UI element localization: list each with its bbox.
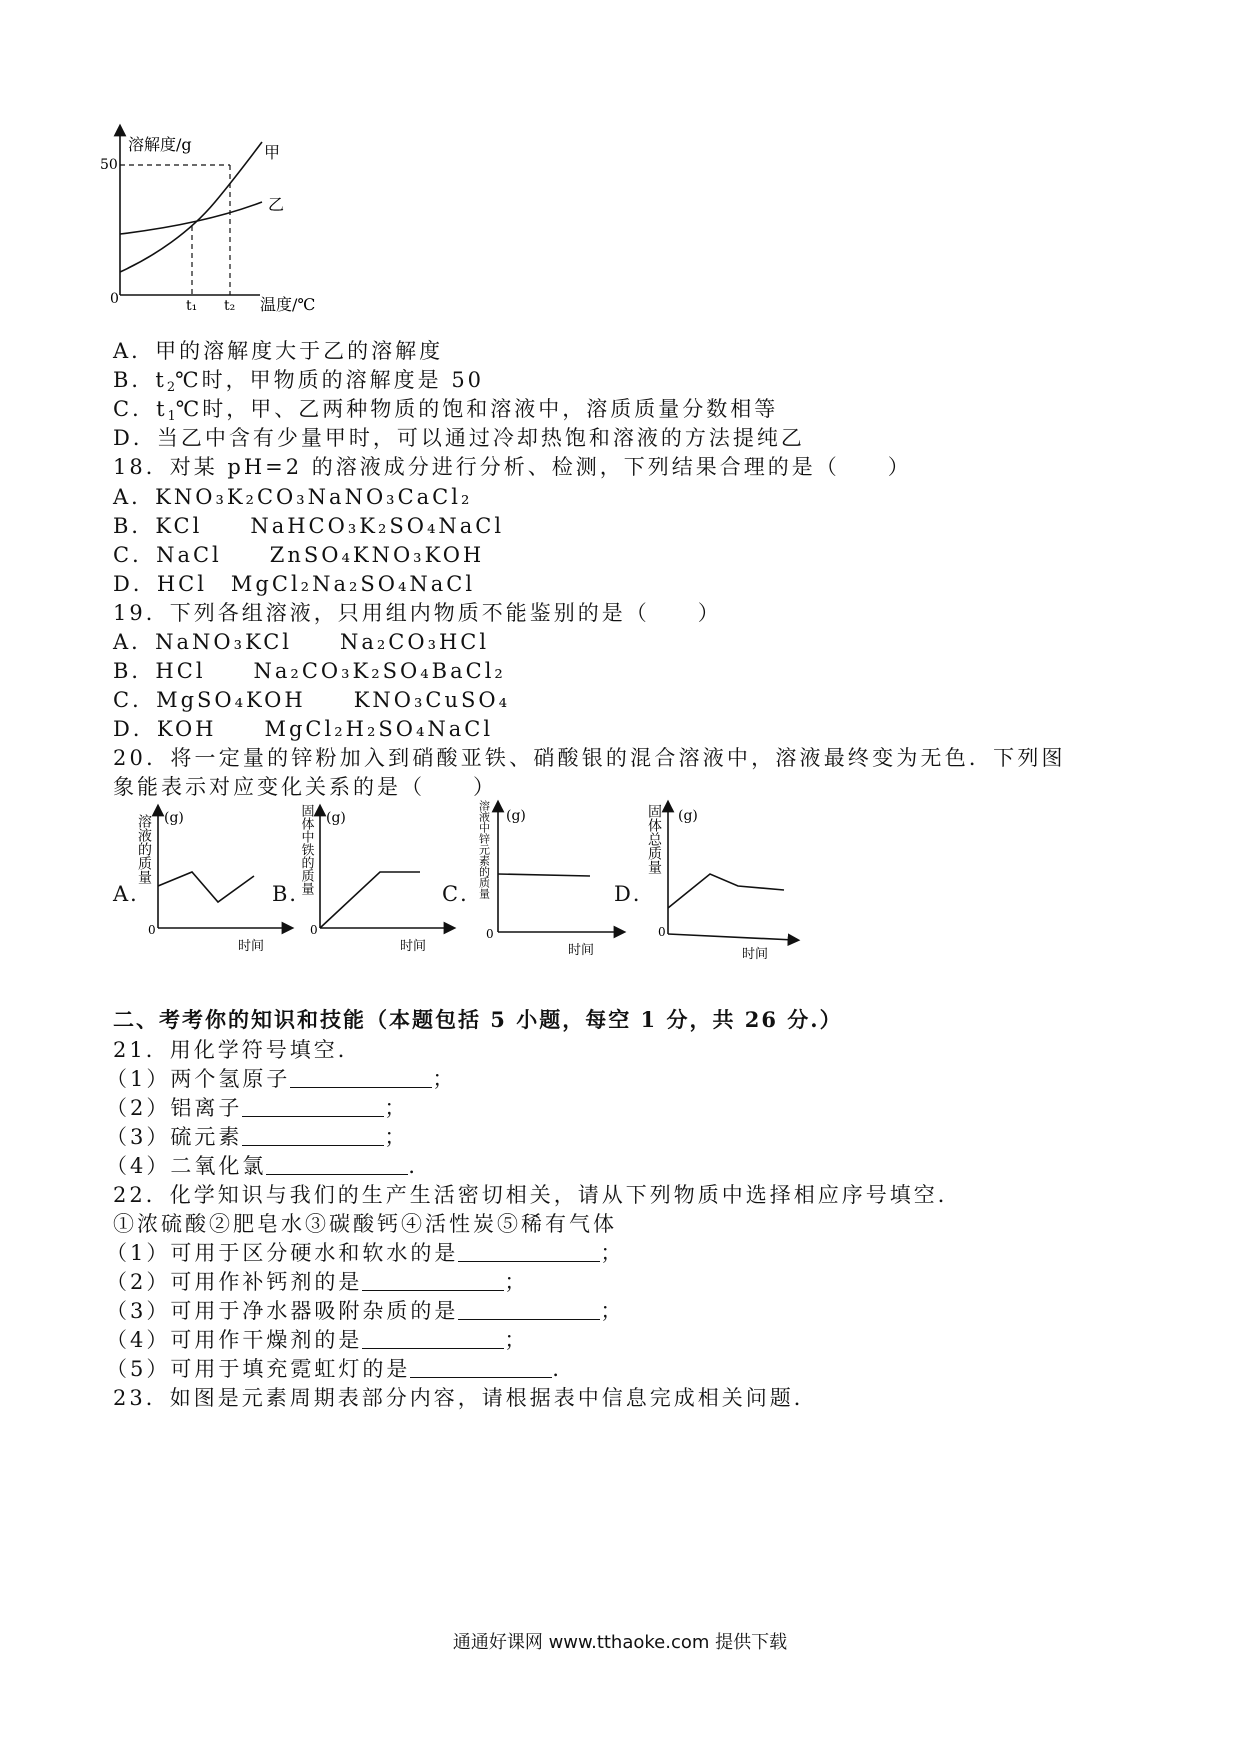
q22-item-4: （4）可用作干燥剂的是 ； [106, 1328, 529, 1352]
graph-c-y-label: 溶液中锌元素的质量 [477, 800, 491, 899]
answer-blank[interactable] [410, 1357, 552, 1378]
q21-item-2: （2）铝离子 ； [106, 1096, 409, 1120]
graph-b-x-label: 时间 [400, 939, 427, 954]
answer-blank[interactable] [242, 1096, 384, 1117]
q20-stem-line1: 20．将一定量的锌粉加入到硝酸亚铁、硝酸银的混合溶液中，溶液最终变为无色．下列图 [113, 746, 1066, 770]
graph-b-unit: (g) [326, 810, 346, 826]
q21-item-1: （1）两个氢原子 ； [106, 1067, 457, 1091]
q17-option-c: C．$t_1℃$时，甲、乙两种物质的饱和溶液中，溶质质量分数相等 [113, 397, 779, 424]
origin-label: 0 [110, 291, 119, 307]
label-jia: 甲 [264, 143, 281, 162]
label-yi: 乙 [268, 195, 285, 214]
graph-c-origin: 0 [486, 927, 494, 941]
graph-c [462, 796, 632, 960]
x-axis-label: 温度/℃ [260, 295, 316, 314]
q17-option-d: D．当乙中含有少量甲时，可以通过冷却热饱和溶液的方法提纯乙 [113, 426, 805, 450]
q18-option-c: C．NaCl ZnSO₄KNO₃KOH [113, 543, 485, 567]
answer-blank[interactable] [458, 1241, 600, 1262]
q21-stem: 21．用化学符号填空． [113, 1038, 362, 1062]
y-tick-50: 50 [100, 157, 118, 173]
answer-blank[interactable] [290, 1067, 432, 1088]
q22-item-5: （5）可用于填充霓虹灯的是 ． [106, 1357, 577, 1381]
answer-blank[interactable] [242, 1125, 384, 1146]
graph-a-unit: (g) [164, 810, 184, 826]
graph-b-label: B． [272, 882, 313, 906]
graph-a-origin: 0 [148, 923, 156, 937]
q18-option-a: A．KNO₃K₂CO₃NaNO₃CaCl₂ [113, 485, 473, 509]
graph-c-x-label: 时间 [568, 943, 595, 958]
graph-a-y-label: 溶液的质量 [136, 814, 152, 884]
q22-choices: ①浓硫酸②肥皂水③碳酸钙④活性炭⑤稀有气体 [113, 1212, 617, 1236]
graph-d-origin: 0 [658, 925, 666, 939]
q19-stem: 19．下列各组溶液，只用组内物质不能鉴别的是（ ） [113, 601, 722, 625]
curve-jia [120, 142, 262, 272]
solubility-chart [100, 120, 340, 340]
graph-c-unit: (g) [506, 808, 526, 824]
answer-blank[interactable] [266, 1154, 408, 1175]
q18-option-d: D．HCl MgCl₂Na₂SO₄NaCl [113, 572, 476, 596]
curve-yi [120, 202, 262, 234]
graph-d-x-axis [668, 934, 794, 940]
q22-item-1: （1）可用于区分硬水和软水的是 ； [106, 1241, 625, 1265]
graph-d-unit: (g) [678, 808, 698, 824]
q22-item-3: （3）可用于净水器吸附杂质的是 ； [106, 1299, 625, 1323]
graph-b [292, 800, 462, 960]
q19-option-b: B．HCl Na₂CO₃K₂SO₄BaCl₂ [113, 659, 506, 683]
y-axis-label: 溶解度/g [128, 135, 192, 154]
q19-option-c: C．MgSO₄KOH KNO₃CuSO₄ [113, 688, 511, 712]
graph-d-x-label: 时间 [742, 947, 769, 962]
graph-a-label: A． [113, 882, 154, 906]
q18-option-b: B．KCl NaHCO₃K₂SO₄NaCl [113, 514, 505, 538]
graph-b-origin: 0 [310, 923, 318, 937]
q17-option-b: B．$t_2℃$时，甲物质的溶解度是 50 [113, 368, 485, 395]
graph-d-line [668, 874, 784, 908]
graph-a-line [158, 872, 254, 902]
q22-stem: 22．化学知识与我们的生产生活密切相关，请从下列物质中选择相应序号填空． [113, 1183, 962, 1207]
q22-item-2: （2）可用作补钙剂的是 ； [106, 1270, 529, 1294]
answer-blank[interactable] [458, 1299, 600, 1320]
x-tick-t2: t₂ [224, 298, 236, 314]
q21-item-3: （3）硫元素 ； [106, 1125, 409, 1149]
graph-a-x-label: 时间 [238, 939, 265, 954]
answer-blank[interactable] [362, 1270, 504, 1291]
page-footer: 通通好课网 www.tthaoke.com 提供下载 [452, 1632, 788, 1653]
q21-item-4: （4）二氧化氯 ． [106, 1154, 433, 1178]
graph-b-y-label: 固体中铁的质量 [298, 804, 314, 895]
q19-option-a: A．NaNO₃KCl Na₂CO₃HCl [113, 630, 490, 654]
graph-c-line [498, 874, 590, 876]
section2-heading: 二、考考你的知识和技能（本题包括 5 小题，每空 1 分，共 26 分.） [113, 1007, 843, 1032]
graph-d-label: D． [614, 882, 656, 906]
x-tick-t1: t₁ [186, 298, 198, 314]
graph-d-y-label: 固体总质量 [646, 804, 662, 874]
graph-b-line [320, 872, 420, 928]
q19-option-d: D．KOH MgCl₂H₂SO₄NaCl [113, 717, 494, 741]
q18-stem: 18．对某 pH=2 的溶液成分进行分析、检测，下列结果合理的是（ ） [113, 455, 912, 479]
graph-c-label: C． [442, 882, 484, 906]
q23-stem: 23．如图是元素周期表部分内容，请根据表中信息完成相关问题． [113, 1386, 818, 1410]
q20-stem-line2: 象能表示对应变化关系的是（ ） [113, 775, 497, 799]
graph-d [634, 796, 804, 962]
answer-blank[interactable] [362, 1328, 504, 1349]
q17-option-a: A．甲的溶解度大于乙的溶解度 [113, 339, 444, 363]
